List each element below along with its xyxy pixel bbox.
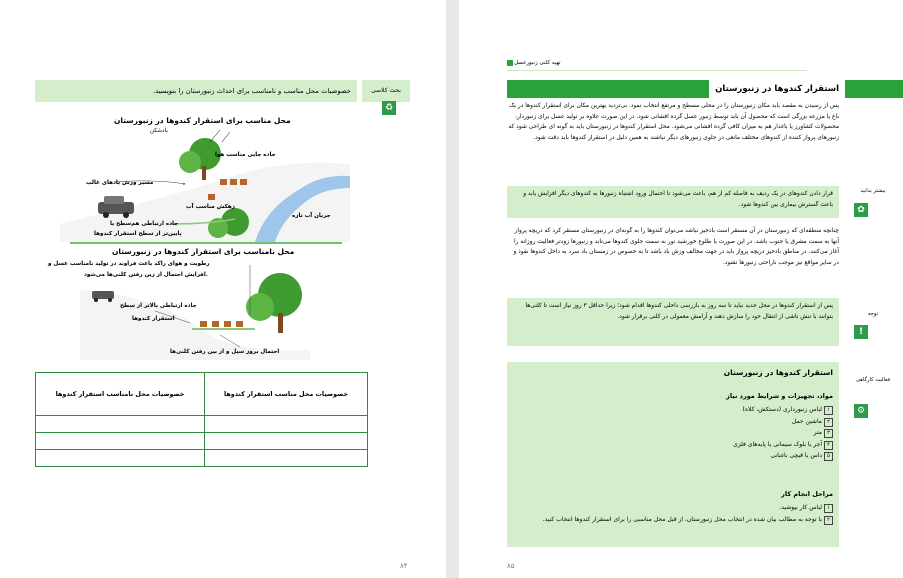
activity-box [507,362,839,547]
label-wind-direction: مسیر وزش بادهای غالب [86,180,154,186]
materials-title: مواد، تجهیزات و شرایط مورد نیاز [726,392,833,400]
info-box: قرار دادن کندوهای در یک ردیف به فاصله کم از هم، باعث می‌شود تا احتمال ورود اشتباه زنبورها به کندوهای دیگر افزایش یابد و باعث گسترش بیماری بین کندوها شود. [507,186,839,218]
label-windbreak: بادشکن [150,128,168,134]
label-humidity-2: افزایش احتمال از زین رفتن کلنی‌ها می‌شود. [84,272,208,278]
material-text: ماشین حمل [791,417,822,425]
steps-list [517,502,833,525]
book-spine [446,0,459,578]
info-icon: ✿ [854,203,868,217]
table-header-row [36,373,368,416]
table-cell[interactable] [36,433,205,450]
placement-paragraph: چنانچه منطقه‌ای که زنبورستان در آن مستقر است بادخیز نباشد می‌توان کندوها را به گونه‌ای در زنبورستان مستقر کرد که دریچه پرواز آنها به سمت مشرق یا جنوب باشد. در این صورت با طلوع خورشید نور به سمت جلوی کندوها می‌تابد و زنبورها زودتر فعالیت روزانه را آغاز می‌کنند. در مناطق بادخیز دریچه پرواز باید در جهت مخالف وزش باد باشد تا به خصوص در زمستان باد سرد به داخل کندوها نفوذ و در سایر مواقع نیز موجب ناراحتی زنبورها نشود. [513,228,839,266]
illustration-bottom-title: محل نامناسب برای استقرار کندوها در زنبورستان [112,247,295,256]
list-item [733,427,833,439]
step-text: با توجه به مطالب بیان شده در انتخاب محل زنبورستان، از قبل محل مناسبی را برای استقرار کندوها انتخاب کنید. [542,515,822,523]
divider-top [70,242,342,244]
material-text: آجر یا بلوک سیمانی یا پایه‌های فلزی [733,440,822,448]
section-header: خصوصیات محل مناسب و نامناسب برای احداث زنبورستان را بنویسید. [35,80,357,102]
item-number: ۱ [824,504,833,513]
label-road-higher-2: استقرار کندوها [132,316,175,322]
table-header: خصوصیات محل مناسب استقرار کندوها [204,373,367,416]
more-info-label: بیشتر بدانید [860,188,886,194]
workshop-icon: ⚙ [854,404,868,418]
caution-label: توجه [867,311,879,317]
steps-title: مراحل انجام کار [781,490,833,498]
table-cell[interactable] [204,433,367,450]
materials-list [733,404,833,462]
table-row [36,450,368,467]
item-number: ۱ [824,406,833,415]
label-road-level-1: جاده ارتباطی هم‌سطح یا [110,221,179,227]
label-humidity-1: رطوبت و هوای راکد باعث فراوند در تولید نامناسب عسل و [48,261,210,267]
page-title: استقرار کندوها در زنبورستان [709,80,845,98]
table-row [36,416,368,433]
discussion-icon: ♻ [382,101,396,115]
activity-title: استقرار کندوها در زنبورستان [723,368,833,377]
table-cell[interactable] [36,416,205,433]
item-number: ۳ [824,429,833,438]
item-number: ۲ [824,516,833,525]
list-item [733,404,833,416]
list-item [733,416,833,428]
item-number: ۲ [824,418,833,427]
chapter-rule [507,70,807,71]
material-text: متر [813,429,822,436]
list-item [517,514,833,526]
item-number: ۵ [824,452,833,461]
hive [200,321,207,327]
caution-icon: ! [854,325,868,339]
label-road-higher-1: جاده ارتباطی بالاتر از سطح [120,303,197,309]
car-icon [92,291,114,299]
table-cell[interactable] [204,450,367,467]
step-text: لباس کار بپوشید. [779,504,822,511]
workshop-activity-label: فعالیت کارگاهی [855,377,891,383]
label-road-level-2: پایین‌تر از سطح استقرار کندوها [94,231,182,237]
page-number: ۸۵ [507,562,515,570]
comparison-table [35,372,368,467]
label-fresh-water: جریان آب تازه [292,213,331,219]
table-cell[interactable] [204,416,367,433]
unsuitable-site-illustration [80,265,310,360]
item-number: ۴ [824,441,833,450]
label-flood-risk: احتمال بروز سیل و از بین رفتن کلنی‌ها [170,349,280,355]
table-cell[interactable] [36,450,205,467]
hive [220,179,227,185]
label-drainage: زهکش مناسب آب [186,204,235,210]
caution-box: پس از استقرار کندوها در محل جدید نباید تا سه روز به بازرسی داخلی کندوها اقدام شود؛ زیرا حداقل ۳ روز نیاز است تا کلنی‌ها بتوانند با تنش ناشی از انتقال خود را سازش دهند و آرامش معمولی در کلنی برقرار شود. [507,298,839,346]
list-item [517,502,833,514]
title-bar [507,80,903,98]
right-page [459,0,903,578]
chapter-bullet [507,60,513,66]
table-header: خصوصیات محل نامناسب استقرار کندوها [36,373,205,416]
material-text: داس یا قیچی باغبانی [770,452,822,459]
left-page [0,0,446,578]
illustration-top-title: محل مناسب برای استقرار کندوها در زنبورستان [114,116,291,125]
material-text: لباس زنبورداری (دستکش، کلاه) [742,406,822,413]
page-number: ۸۴ [400,562,408,570]
chapter-label: تهیه کلنی زنبورعسل [514,60,561,66]
label-hive-placement: جاده جایی مناسب هوا [215,152,276,158]
list-item [733,439,833,451]
table-row [36,433,368,450]
class-discussion-label: بحث کلاسی [362,80,410,102]
list-item [733,450,833,462]
intro-paragraph: پس از رسیدن به مقصد باید مکان زنبورستان را در محلی مسطح و مرتفع انتخاب نمود. بی‌تردید بهترین مکان برای استقرار کندوها در یک باغ یا مزرعه بزرگی است که محصول آن باید توسط زنبور عسل گرده افشانی شود. در این صورت علاوه بر تولید عسل برای زنبوردار، محصولات کشاورز یا باغدار هم به میزان کافی گرده افشانی می‌شود. محل استقرار کندوها در زنبورستان باید به گونه ای طراحی شود که زنبورهای پرواز کننده از کندوهای مختلف مانعی در جلوی زنبورهای دیگر نباشند به همین دلیل در استقرار کندوها باید دقت شود. [508,103,839,141]
